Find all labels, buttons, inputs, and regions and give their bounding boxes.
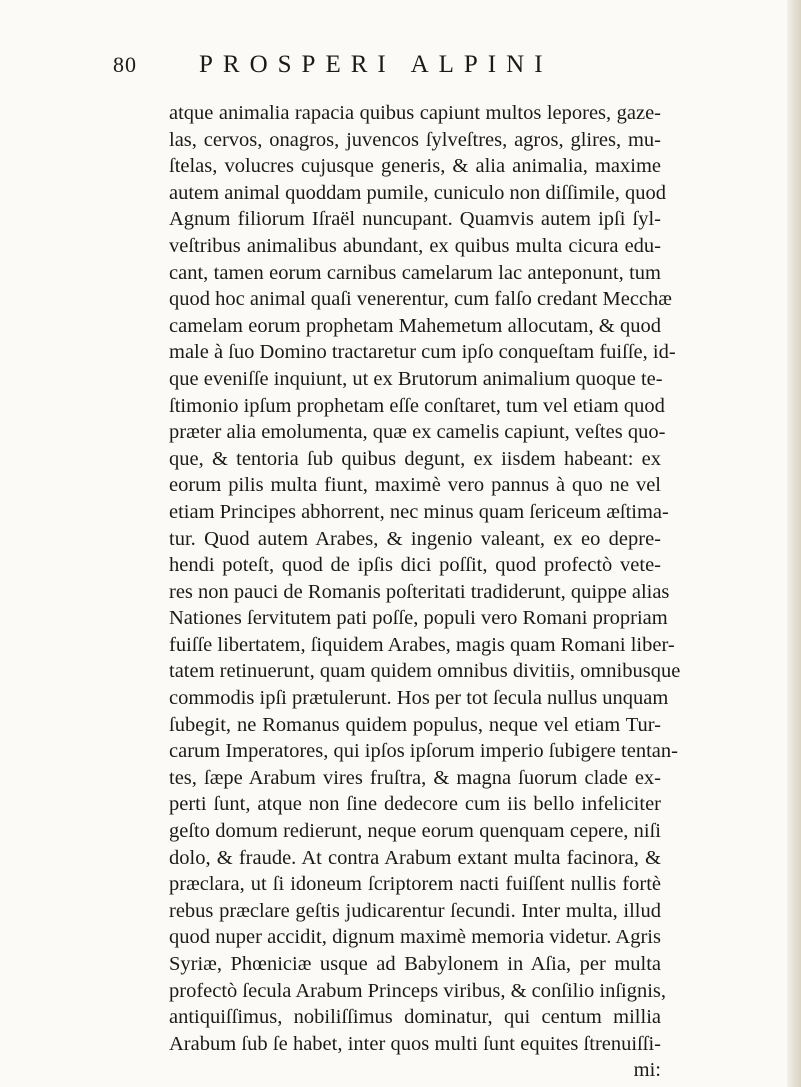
text-line: cant, tamen eorum carnibus camelarum lac anteponunt, tum (169, 261, 661, 284)
text-line: Agnum filiorum Iſraël nuncupant. Quamvis autem ipſi ſyl- (169, 208, 661, 231)
text-line: quod nuper accidit, dignum maximè memoria videtur. Agris (169, 926, 661, 949)
text-line: etiam Principes abhorrent, nec minus quam ſericeum æſtima- (169, 500, 669, 523)
text-line: perti ſunt, atque non ſine dedecore cum iis bello infeliciter (169, 793, 661, 816)
text-line: profectò ſecula Arabum Princeps viribus, & conſilio inſignis, (169, 979, 667, 1002)
text-line: autem animal quoddam pumile, cuniculo non diſſimile, quod (169, 181, 667, 204)
text-line: veſtribus animalibus abundant, ex quibus multa cicura edu- (169, 234, 661, 257)
text-line: atque animalia rapacia quibus capiunt multos lepores, gaze- (169, 102, 661, 124)
text-line: præclara, ut ſi idoneum ſcriptorem nacti fuiſſent nullis fortè (169, 873, 661, 896)
text-line: commodis ipſi prætulerunt. Hos per tot ſecula nullus unquam (169, 687, 669, 710)
text-line: geſto domum redierunt, neque eorum quenquam cepere, niſi (169, 820, 661, 843)
text-line: male à ſuo Domino tractaretur cum ipſo conqueſtam fuiſſe, id- (169, 341, 676, 364)
text-line: tes, ſæpe Arabum vires fruſtra, & magna ſuorum clade ex- (169, 766, 661, 789)
catchword: mi: (633, 1059, 661, 1082)
text-line: Syriæ, Phœniciæ usque ad Babylonem in Aſia, per multa (169, 953, 661, 975)
text-line: præter alia emolumenta, quæ ex camelis capiunt, veſtes quo- (169, 421, 666, 444)
text-line: ſubegit, ne Romanus quidem populus, neque vel etiam Tur- (169, 713, 661, 736)
text-line: ſtelas, volucres cujusque generis, & alia animalia, maxime (169, 155, 661, 178)
text-line: que, & tentoria ſub quibus degunt, ex iisdem habeant: ex (169, 447, 661, 470)
text-line: camelam eorum prophetam Mahemetum allocutam, & quod (169, 314, 661, 337)
text-line: hendi poteſt, quod de ipſis dici poſſit, quod profectò vete- (169, 554, 661, 577)
text-line: tatem retinuerunt, quam quidem omnibus divitiis, omnibusque (169, 660, 681, 683)
text-line: las, cervos, onagros, juvencos ſylveſtres, agros, glires, mu- (169, 128, 661, 151)
text-line: ſtimonio ipſum prophetam eſſe conſtaret, tum vel etiam quod (169, 394, 665, 417)
text-line: quod hoc animal quaſi venerentur, cum falſo credant Mecchæ (169, 288, 672, 311)
text-line: eorum pilis multa fiunt, maximè vero pannus à quo ne vel (169, 474, 661, 497)
body-text (169, 100, 681, 1084)
page-header (113, 48, 673, 82)
page-edge-shadow (787, 0, 801, 1087)
text-line: antiquiſſimus, nobiliſſimus dominatur, qui centum millia (169, 1006, 661, 1029)
text-line: res non pauci de Romanis poſteritati tradiderunt, quippe alias (169, 580, 670, 603)
text-line: dolo, & fraude. At contra Arabum extant multa facinora, & (169, 846, 661, 869)
text-line: Nationes ſervitutem pati poſſe, populi vero Romani propriam (169, 607, 668, 630)
page-number: 80 (113, 52, 137, 77)
text-line: carum Imperatores, qui ipſos ipſorum imperio ſubigere tentan- (169, 740, 678, 763)
text-line: Arabum ſub ſe habet, inter quos multi ſunt equites ſtrenuiſſi- (169, 1032, 661, 1055)
text-line: fuiſſe libertatem, ſiquidem Arabes, magis quam Romani liber- (169, 633, 675, 656)
text-line: rebus præclare geſtis judicarentur ſecundi. Inter multa, illud (169, 899, 661, 922)
running-title: PROSPERI ALPINI (199, 51, 553, 78)
text-line: que eveniſſe inquiunt, ut ex Brutorum animalium quoque te- (169, 367, 663, 390)
text-line: tur. Quod autem Arabes, & ingenio valeant, ex eo depre- (169, 527, 661, 550)
